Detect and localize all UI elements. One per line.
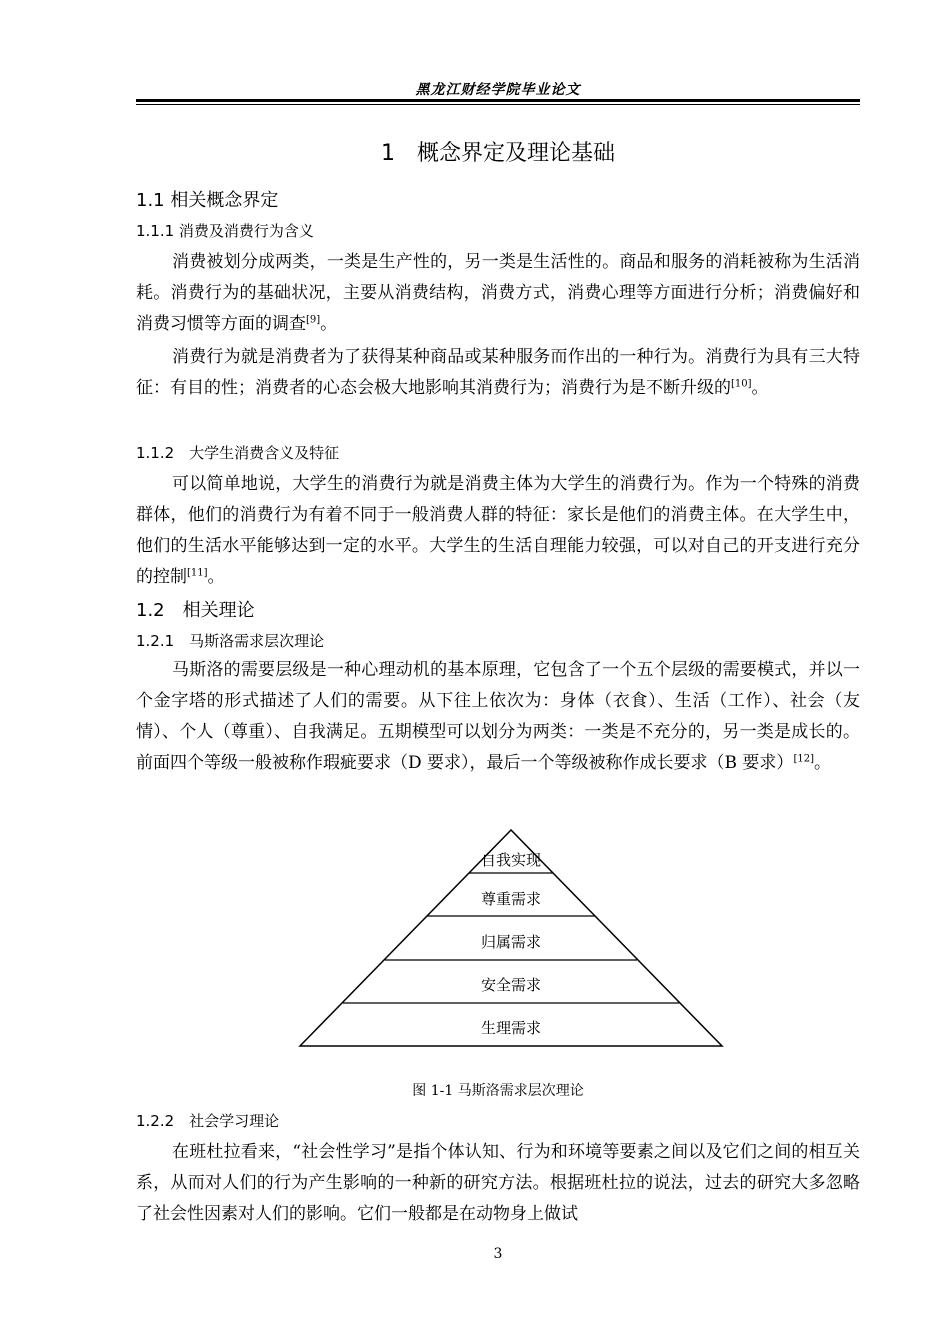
subsection-heading-1-1-1: 1.1.1 消费及消费行为含义 (136, 222, 314, 240)
subsection-heading-1-2-2: 1.2.2 社会学习理论 (136, 1112, 280, 1130)
paragraph-end: 。 (751, 378, 769, 398)
paragraph-social-learning (136, 1137, 860, 1230)
paragraph-end: 。 (813, 753, 831, 773)
section-heading-1-2: 1.2 相关理论 (136, 600, 255, 621)
paragraph-text: 在班杜拉看来，“社会性学习”是指个体认知、行为和环境等要素之间以及它们之间的相互关系，从而对人们的行为产生影响的一种新的研究方法。根据班杜拉的说法，过去的研究大多忽略了社会性因素对人们的影响。它们一般都是在动物身上做试 (136, 1142, 860, 1224)
paragraph-maslow (136, 655, 860, 779)
paragraph-end: 。 (207, 567, 225, 587)
page-header-title: 黑龙江财经学院毕业论文 (415, 82, 581, 98)
citation-ref: [10] (731, 378, 752, 390)
page-number: 3 (493, 1246, 503, 1262)
paragraph-consumption-behavior (136, 342, 860, 404)
pyramid-level-self-actualization: 自我实现 (480, 851, 542, 869)
paragraph-text: 马斯洛的需要层级是一种心理动机的基本原理，它包含了一个五个层级的需要模式，并以一个金字塔的形式描述了人们的需要。从下往上依次为：身体（衣食）、生活（工作）、社会（友情）、个人（尊重）、自我满足。五期模型可以划分为两类：一类是不充分的，另一类是成长的。前面四个等级一般被称作瑕疵要求（D 要求），最后一个等级被称作成长要求（B 要求） (136, 660, 860, 773)
paragraph-text: 消费被划分成两类，一类是生产性的，另一类是生活性的。商品和服务的消耗被称为生活消耗。消费行为的基础状况，主要从消费结构，消费方式，消费心理等方面进行分析；消费偏好和消费习惯等方面的调查 (136, 252, 860, 334)
pyramid-level-safety: 安全需求 (480, 976, 542, 994)
citation-ref: [12] (793, 753, 814, 765)
citation-ref: [9] (306, 314, 321, 326)
pyramid-level-belonging: 归属需求 (480, 933, 542, 951)
paragraph-text: 可以简单地说，大学生的消费行为就是消费主体为大学生的消费行为。作为一个特殊的消费群体，他们的消费行为有着不同于一般消费人群的特征：家长是他们的消费主体。在大学生中，他们的生活水平能够达到一定的水平。大学生的生活自理能力较强，可以对自己的开支进行充分的控制 (136, 474, 860, 587)
paragraph-text: 消费行为就是消费者为了获得某种商品或某种服务而作出的一种行为。消费行为具有三大特征：有目的性；消费者的心态会极大地影响其消费行为；消费行为是不断升级的 (136, 347, 860, 398)
figure-caption: 图 1-1 马斯洛需求层次理论 (412, 1083, 584, 1099)
paragraph-student-consumption (136, 469, 860, 593)
subsection-heading-1-2-1: 1.2.1 马斯洛需求层次理论 (136, 632, 325, 650)
pyramid-level-esteem: 尊重需求 (480, 890, 542, 908)
maslow-pyramid-diagram (296, 826, 726, 1052)
chapter-title: 1 概念界定及理论基础 (381, 141, 615, 166)
section-heading-1-1: 1.1 相关概念界定 (136, 190, 279, 211)
header-rule-thin (136, 104, 860, 105)
paragraph-end: 。 (320, 314, 338, 334)
subsection-heading-1-1-2: 1.1.2 大学生消费含义及特征 (136, 444, 340, 462)
pyramid-level-physiological: 生理需求 (480, 1019, 542, 1037)
header-rule-thick (136, 99, 860, 102)
citation-ref: [11] (187, 567, 208, 579)
paragraph-consumption-definition (136, 247, 860, 340)
